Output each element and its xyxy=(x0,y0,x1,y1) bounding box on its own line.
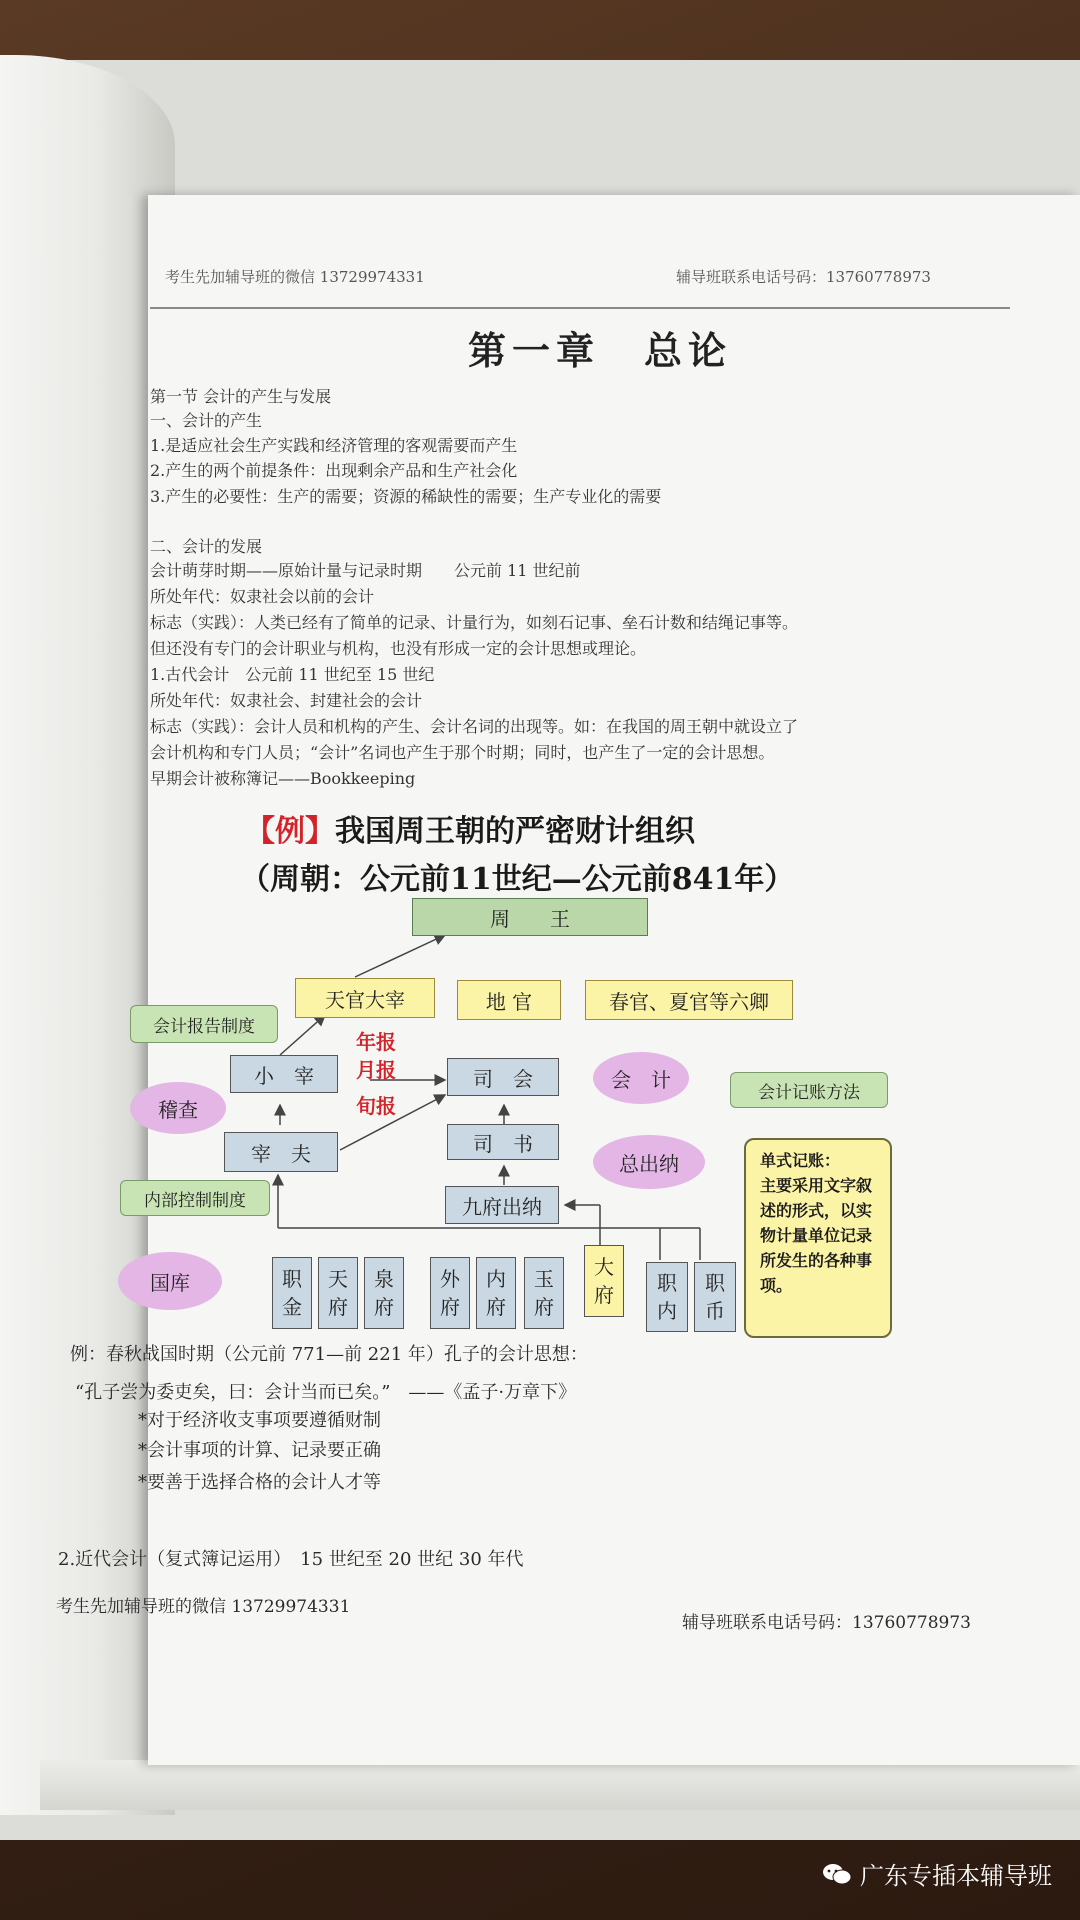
dev-line-2: 所处年代：奴隶社会以前的会计 xyxy=(150,587,375,606)
section-title: 第一节 会计的产生与发展 xyxy=(150,387,332,406)
report-ten-day: 旬报 xyxy=(356,1094,396,1118)
treasury-zhibi: 职 币 xyxy=(694,1262,736,1332)
treasury-yufu: 玉 府 xyxy=(524,1257,564,1329)
dev-line-5: 1.古代会计 公元前 11 世纪至 15 世纪 xyxy=(150,665,435,684)
confucius-quote: “孔子尝为委吏矣，曰：会计当而已矣。” ——《孟子·万章下》 xyxy=(75,1382,577,1403)
oval-zongchuna: 总出纳 xyxy=(593,1135,705,1189)
dev-line-7: 标志（实践）：会计人员和机构的产生、会计名词的出现等。如：在我国的周王朝中就设立了 xyxy=(150,717,799,736)
dev-line-9: 早期会计被称簿记——Bookkeeping xyxy=(150,769,416,788)
oval-kuaiji: 会 计 xyxy=(593,1052,689,1104)
treasury-zhinei: 职 内 xyxy=(646,1262,688,1332)
diagram-title-text: 我国周王朝的严密财计组织 xyxy=(335,814,695,849)
report-month: 月报 xyxy=(356,1058,396,1082)
report-year: 年报 xyxy=(356,1030,396,1054)
king-box: 周 王 xyxy=(412,898,648,936)
footer-right: 辅导班联系电话号码：13760778973 xyxy=(682,1613,971,1633)
tianguan-box: 天官大宰 xyxy=(295,978,435,1018)
dev-line-8: 会计机构和专门人员；“会计”名词也产生于那个时期；同时，也产生了一定的会计思想。 xyxy=(150,743,775,762)
watermark-text: 广东专插本辅导班 xyxy=(860,1862,1052,1890)
sishu-box: 司 书 xyxy=(447,1124,559,1160)
dev-line-1: 会计萌芽时期——原始计量与记录时期 公元前 11 世纪前 xyxy=(150,561,581,580)
treasury-dafu: 大 府 xyxy=(584,1245,624,1317)
xiaozai-box: 小 宰 xyxy=(230,1055,338,1093)
confucius-intro: 例：春秋战国时期（公元前 771—前 221 年）孔子的会计思想： xyxy=(70,1344,588,1365)
confucius-point-3: *要善于选择合格的会计人才等 xyxy=(138,1472,381,1493)
header-right: 辅导班联系电话号码：13760778973 xyxy=(676,268,931,286)
modern-accounting-line: 2.近代会计（复式簿记运用） 15 世纪至 20 世纪 30 年代 xyxy=(58,1549,524,1570)
note-body: 主要采用文字叙述的形式，以实物计量单位记录所发生的各种事项。 xyxy=(760,1176,873,1295)
treasury-neifu: 内 府 xyxy=(476,1257,516,1329)
subheading-origin: 一、会计的产生 xyxy=(150,411,263,430)
diagram-subtitle: （周朝：公元前11世纪—公元前841年） xyxy=(240,862,795,897)
origin-item-2: 2.产生的两个前提条件：出现剩余产品和生产社会化 xyxy=(150,461,518,480)
subheading-development: 二、会计的发展 xyxy=(150,537,263,556)
oval-guoku: 国库 xyxy=(118,1252,222,1310)
single-entry-note xyxy=(744,1138,892,1338)
dev-line-6: 所处年代：奴隶社会、封建社会的会计 xyxy=(150,691,423,710)
chapter-title: 第一章 总论 xyxy=(468,328,733,373)
sihui-box: 司 会 xyxy=(447,1058,559,1096)
confucius-point-1: *对于经济收支事项要遵循财制 xyxy=(138,1410,381,1431)
diguan-box: 地 官 xyxy=(457,980,561,1020)
origin-item-1: 1.是适应社会生产实践和经济管理的客观需要而产生 xyxy=(150,436,518,455)
footer-left: 考生先加辅导班的微信 13729974331 xyxy=(56,1597,351,1617)
label-report-system: 会计报告制度 xyxy=(130,1005,278,1043)
origin-item-3: 3.产生的必要性：生产的需要；资源的稀缺性的需要；生产专业化的需要 xyxy=(150,487,662,506)
dev-line-4: 但还没有专门的会计职业与机构，也没有形成一定的会计思想或理论。 xyxy=(150,639,647,658)
note-title: 单式记账： xyxy=(760,1151,841,1170)
label-internal-control: 内部控制制度 xyxy=(120,1180,270,1216)
treasury-waifu: 外 府 xyxy=(430,1257,470,1329)
treasury-tianfu: 天 府 xyxy=(318,1257,358,1329)
confucius-point-2: *会计事项的计算、记录要正确 xyxy=(138,1440,381,1461)
wechat-icon xyxy=(822,1862,852,1886)
label-bookkeeping-method: 会计记账方法 xyxy=(730,1072,888,1108)
zaifu-box: 宰 夫 xyxy=(224,1132,338,1172)
oval-jicha: 稽查 xyxy=(130,1082,226,1134)
wechat-watermark xyxy=(822,1856,1052,1891)
treasury-quanfu: 泉 府 xyxy=(364,1257,404,1329)
example-tag: 【例】 xyxy=(245,814,335,849)
chunguan-box: 春官、夏官等六卿 xyxy=(585,980,793,1020)
treasury-zhijin: 职 金 xyxy=(272,1257,312,1329)
dev-line-3: 标志（实践）：人类已经有了简单的记录、计量行为，如刻石记事、垒石计数和结绳记事等。 xyxy=(150,613,799,632)
header-left: 考生先加辅导班的微信 13729974331 xyxy=(165,268,425,286)
jiufu-box: 九府出纳 xyxy=(445,1186,559,1224)
